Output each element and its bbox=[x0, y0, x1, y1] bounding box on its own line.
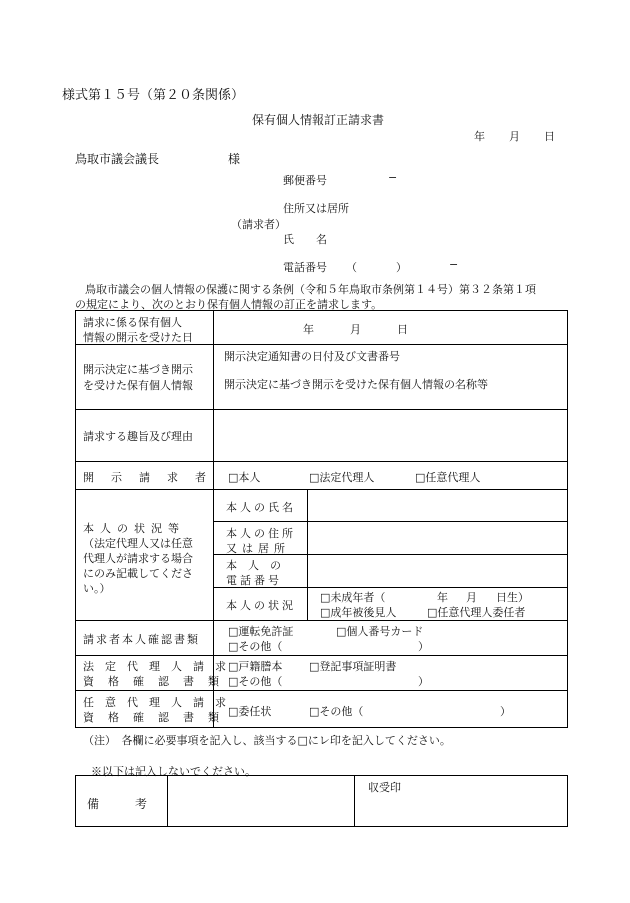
row-id-document-label: 請求者本人確認書類 bbox=[83, 633, 200, 646]
row-disclosed-info-label-1: 開示決定に基づき開示 bbox=[83, 363, 193, 376]
requester-legal-agent-checkbox[interactable]: □法定代理人 bbox=[309, 471, 375, 484]
minor-checkbox[interactable]: □未成年者（ bbox=[320, 591, 386, 604]
phone-paren-close: ） bbox=[396, 261, 407, 274]
disclosure-year: 年 bbox=[303, 323, 314, 336]
sub-principal-status-label: 本人の状況 bbox=[226, 599, 296, 612]
sub-principal-address-label-2: 又は居所 bbox=[226, 542, 290, 555]
drivers-license-checkbox[interactable]: □運転免許証 bbox=[228, 625, 294, 638]
row-voluntary-agent-doc-label-1: 任意代理人請求 bbox=[83, 696, 237, 709]
legal-agent-other-close: ） bbox=[418, 675, 429, 688]
voluntary-agent-other-checkbox[interactable]: □その他（ bbox=[309, 705, 364, 718]
row-disclosure-date-label-2: 情報の開示を受けた日 bbox=[83, 331, 193, 344]
id-other-checkbox[interactable]: □その他（ bbox=[228, 640, 283, 653]
intro-line-2: の規定により、次のとおり保有個人情報の訂正を請求します。 bbox=[75, 298, 383, 311]
requester-self-checkbox[interactable]: □本人 bbox=[228, 471, 261, 484]
registry-certificate-checkbox[interactable]: □登記事項証明書 bbox=[309, 660, 397, 673]
postal-dash: − bbox=[388, 171, 398, 184]
receipt-stamp-label: 収受印 bbox=[368, 781, 401, 794]
row-legal-agent-doc-label-1: 法定代理人請求 bbox=[83, 660, 237, 673]
row-principal-status-label: 本人の状況等 bbox=[83, 522, 185, 535]
legal-agent-other-checkbox[interactable]: □その他（ bbox=[228, 675, 283, 688]
row-principal-status-note-4: い。） bbox=[83, 582, 111, 595]
phone-paren-open: （ bbox=[346, 261, 357, 274]
form-number: 様式第１５号（第２０条関係） bbox=[62, 88, 245, 103]
name-label: 氏 名 bbox=[283, 233, 327, 246]
minor-birth-year: 年 bbox=[437, 591, 448, 604]
row-principal-status-note-3: にのみ記載してくださ bbox=[83, 567, 193, 580]
voluntary-agent-other-close: ） bbox=[500, 705, 511, 718]
document-title: 保有個人情報訂正請求書 bbox=[252, 113, 385, 127]
office-use-table bbox=[75, 775, 568, 827]
row-requester-type-label: 開示請求者 bbox=[83, 471, 223, 484]
addressee-honorific: 様 bbox=[228, 152, 241, 166]
row-disclosure-date-label-1: 請求に係る保有個人 bbox=[83, 316, 182, 329]
row-principal-status-note-1: （法定代理人又は任意 bbox=[83, 537, 193, 550]
date-year: 年 bbox=[474, 130, 485, 143]
id-other-close: ） bbox=[418, 640, 429, 653]
my-number-card-checkbox[interactable]: □個人番号カード bbox=[336, 625, 424, 638]
row-purpose-label: 請求する趣旨及び理由 bbox=[83, 430, 193, 443]
family-register-checkbox[interactable]: □戸籍謄本 bbox=[228, 660, 283, 673]
principal-phone-field[interactable] bbox=[308, 555, 567, 586]
notice-date-number: 開示決定通知書の日付及び文書番号 bbox=[224, 350, 400, 363]
row-principal-status-note-2: 代理人が請求する場合 bbox=[83, 552, 193, 565]
instruction-note: （注） 各欄に必要事項を記入し、該当する□にレ印を記入してください。 bbox=[83, 734, 451, 747]
disclosed-info-name: 開示決定に基づき開示を受けた保有個人情報の名称等 bbox=[224, 378, 488, 391]
postal-label: 郵便番号 bbox=[283, 174, 327, 187]
phone-label: 電話番号 bbox=[283, 261, 327, 274]
address-label: 住所又は居所 bbox=[283, 202, 349, 215]
row-disclosed-info-label-2: を受けた保有個人情報 bbox=[83, 379, 193, 392]
date-month: 月 bbox=[509, 130, 520, 143]
phone-dash: − bbox=[449, 258, 459, 271]
sub-principal-address-label-1: 本人の住所 bbox=[226, 527, 296, 540]
power-of-attorney-checkbox[interactable]: □委任状 bbox=[228, 705, 272, 718]
adult-ward-checkbox[interactable]: □成年被後見人 bbox=[320, 606, 397, 619]
intro-line-1: 鳥取市議会の個人情報の保護に関する条例（令和５年鳥取市条例第１４号）第３２条第１項 bbox=[85, 283, 536, 296]
purpose-field[interactable] bbox=[214, 410, 567, 460]
principal-name-field[interactable] bbox=[308, 490, 567, 520]
requester-label: （請求者） bbox=[231, 218, 286, 231]
disclosure-day: 日 bbox=[397, 323, 408, 336]
sub-principal-name-label: 本人の氏名 bbox=[226, 501, 296, 514]
row-voluntary-agent-doc-label-2: 資格確認書類 bbox=[83, 711, 233, 724]
sub-principal-phone-label-2: 電話番号 bbox=[226, 574, 282, 587]
delegator-checkbox[interactable]: □任意代理人委任者 bbox=[427, 606, 526, 619]
row-legal-agent-doc-label-2: 資格確認書類 bbox=[83, 675, 233, 688]
office-use-note: ※以下は記入しないでください。 bbox=[91, 765, 256, 778]
minor-birth-day: 日生） bbox=[496, 591, 529, 604]
date-day: 日 bbox=[544, 130, 555, 143]
addressee-name: 鳥取市議会議長 bbox=[75, 152, 160, 166]
requester-voluntary-agent-checkbox[interactable]: □任意代理人 bbox=[415, 471, 481, 484]
remarks-label: 備 考 bbox=[87, 797, 148, 811]
disclosure-month: 月 bbox=[350, 323, 361, 336]
principal-address-field[interactable] bbox=[308, 522, 567, 553]
minor-birth-month: 月 bbox=[466, 591, 477, 604]
sub-principal-phone-label-1: 本 人 の bbox=[226, 559, 281, 572]
